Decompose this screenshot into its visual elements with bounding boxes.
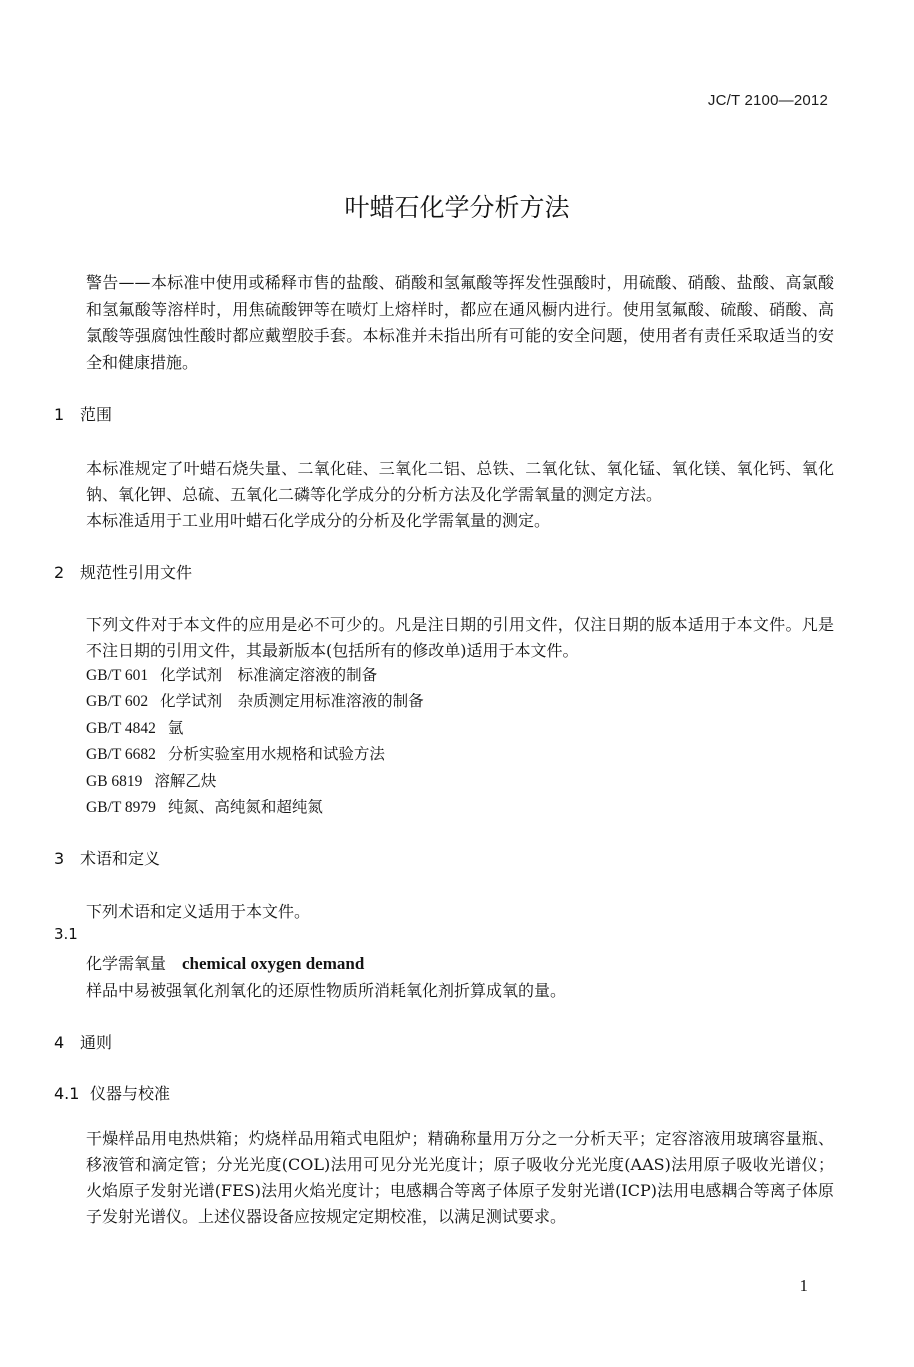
reference-item — [86, 688, 424, 714]
section-3-heading — [54, 846, 160, 869]
paragraph-text: 本标准规定了叶蜡石烧失量、二氧化硅、三氧化二铝、总铁、二氧化钛、氧化锰、氧化镁、氧化钙、氧化钠、氧化钾、总硫、五氧化二磷等化学成分的分析方法及化学需氧量的测定方法。 — [86, 459, 834, 504]
page-number: 1 — [799, 1276, 808, 1295]
section-4-1-body — [54, 1126, 834, 1230]
reference-item — [86, 662, 424, 688]
reference-code: GB/T 8979 — [86, 798, 156, 816]
reference-item — [86, 715, 424, 741]
term-chinese: 化学需氧量 — [86, 954, 167, 973]
paragraph-text: 干燥样品用电热烘箱；灼烧样品用箱式电阻炉；精确称量用万分之一分析天平；定容溶液用玻璃容量瓶、移液管和滴定管；分光光度(COL)法用可见分光光度计；原子吸收分光光度(AAS)法用原子吸收光谱仪；火焰原子发射光谱(FES)法用火焰光度计；电感耦合等离子体原子发射光谱(ICP)法用电感耦合等离子体原子发射光谱仪。上述仪器设备应按规定定期校准，以满足测试要求。 — [86, 1129, 834, 1226]
section-number: 1 — [54, 405, 65, 424]
section-1-heading — [54, 402, 112, 425]
section-1-para-2 — [54, 508, 834, 534]
section-title: 范围 — [80, 405, 113, 424]
subsection-4-1-heading — [54, 1081, 170, 1104]
standard-code: JC/T 2100—2012 — [707, 92, 828, 109]
term-definition: 样品中易被强氧化剂氧化的还原性物质所消耗氧化剂折算成氧的量。 — [86, 981, 567, 1000]
reference-item — [86, 768, 424, 794]
reference-name: 分析实验室用水规格和试验方法 — [167, 745, 385, 764]
section-number: 4 — [54, 1033, 65, 1052]
reference-code: GB/T 602 — [86, 693, 149, 711]
subsection-3-1-number: 3.1 — [54, 925, 78, 943]
section-number: 2 — [54, 563, 65, 582]
section-title: 规范性引用文件 — [80, 563, 193, 582]
section-2-heading — [54, 560, 192, 583]
reference-name: 化学试剂 杂质测定用标准溶液的制备 — [160, 692, 424, 711]
reference-list — [86, 662, 424, 820]
reference-name: 溶解乙炔 — [154, 771, 217, 790]
section-2-intro — [54, 612, 834, 664]
section-title: 通则 — [80, 1033, 113, 1052]
reference-name: 氩 — [167, 718, 184, 737]
reference-code: GB/T 601 — [86, 667, 149, 684]
subsection-number: 4.1 — [54, 1084, 80, 1103]
reference-name: 纯氮、高纯氮和超纯氮 — [167, 797, 323, 816]
section-3-intro: 下列术语和定义适用于本文件。 — [86, 902, 311, 921]
reference-item — [86, 741, 424, 767]
reference-code: GB/T 4842 — [86, 719, 156, 737]
paragraph-text: 本标准适用于工业用叶蜡石化学成分的分析及化学需氧量的测定。 — [86, 511, 551, 530]
term-english: chemical oxygen demand — [182, 954, 365, 973]
reference-name: 化学试剂 标准滴定溶液的制备 — [160, 666, 378, 684]
term-entry — [86, 951, 364, 974]
warning-text: 警告——本标准中使用或稀释市售的盐酸、硝酸和氢氟酸等挥发性强酸时，用硫酸、硝酸、盐酸、高氯酸和氢氟酸等溶样时，用焦硫酸钾等在喷灯上熔样时，都应在通风橱内进行。使用氢氟酸、硫酸、硝酸、高氯酸等强腐蚀性酸时都应戴塑胶手套。本标准并未指出所有可能的安全问题，使用者有责任采取适当的安全和健康措施。 — [86, 273, 834, 372]
document-title: 叶蜡石化学分析方法 — [344, 193, 570, 222]
reference-code: GB 6819 — [86, 772, 143, 790]
reference-code: GB/T 6682 — [86, 746, 156, 764]
subsection-title: 仪器与校准 — [90, 1084, 171, 1103]
paragraph-text: 下列文件对于本文件的应用是必不可少的。凡是注日期的引用文件，仅注日期的版本适用于本文件。凡是不注日期的引用文件，其最新版本(包括所有的修改单)适用于本文件。 — [86, 615, 834, 660]
reference-item — [86, 794, 424, 820]
warning-paragraph — [54, 270, 834, 376]
section-number: 3 — [54, 849, 65, 868]
section-4-heading — [54, 1030, 112, 1053]
section-title: 术语和定义 — [80, 849, 161, 868]
section-1-para-1 — [54, 456, 834, 508]
